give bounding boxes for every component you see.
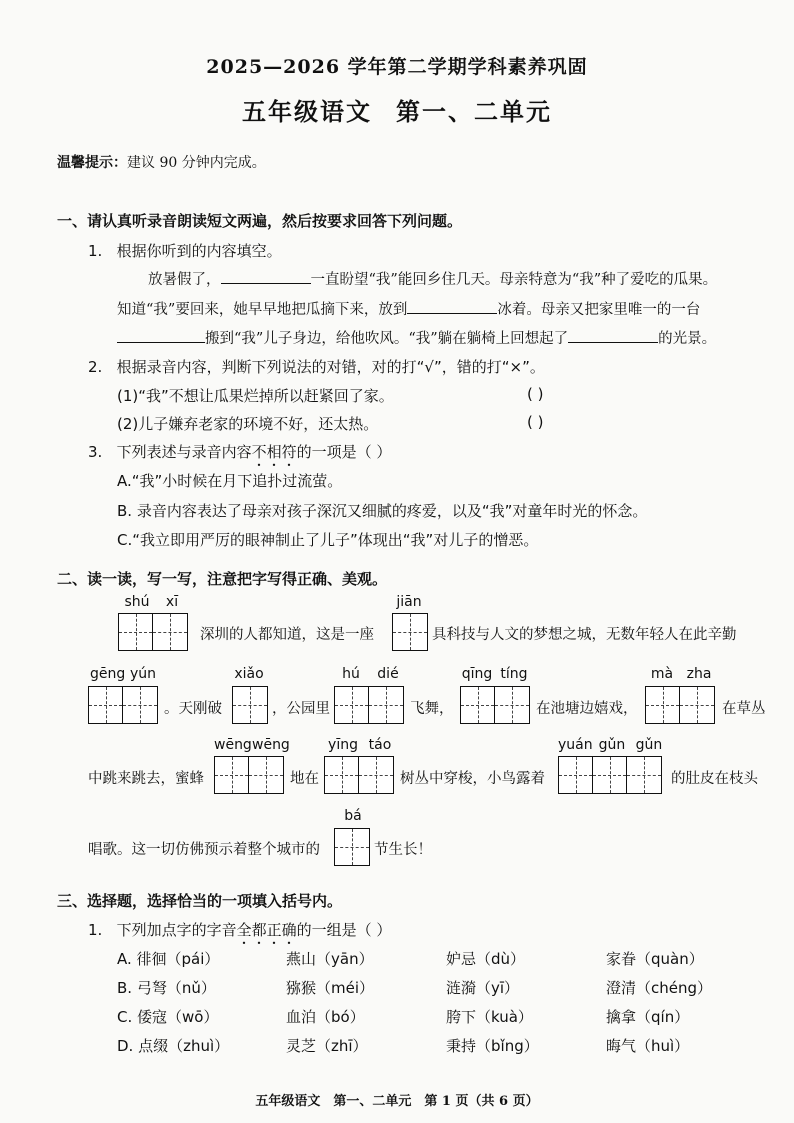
s1-q3-opt-a: A.“我”小时候在月下追扑过流萤。 bbox=[117, 472, 343, 490]
opt-c-4: 擒拿（qín） bbox=[606, 1008, 690, 1026]
py-hu: hú bbox=[342, 666, 360, 682]
s1-q3-text-dotted: 不相符 bbox=[251, 443, 297, 461]
tip bbox=[57, 152, 266, 172]
s1-q3 bbox=[88, 441, 391, 470]
opt-d-2: 灵芝（zhī） bbox=[286, 1037, 368, 1055]
py-gun1: gǔn bbox=[598, 737, 626, 753]
py-weng1: wēng bbox=[214, 737, 252, 753]
py-tao: táo bbox=[368, 737, 392, 753]
py-gun2: gǔn bbox=[635, 737, 663, 753]
s3-q1-label: 1. bbox=[88, 921, 103, 939]
tianzige-mazha[interactable] bbox=[645, 686, 715, 724]
s2-text-1: 深圳的人都知道，这是一座 bbox=[200, 627, 374, 643]
s2-text-6: 在池塘边嬉戏， bbox=[536, 701, 638, 717]
s1-q1 bbox=[88, 240, 282, 261]
fill-blank-1[interactable] bbox=[221, 269, 311, 284]
p1b: 一直盼望“我”能回乡住几天。母亲特意为“我”种了爱吃的瓜果。 bbox=[310, 272, 718, 288]
tianzige-shuxi[interactable] bbox=[118, 613, 188, 651]
opt-a-2: 燕山（yān） bbox=[286, 950, 374, 968]
tianzige-hudie[interactable] bbox=[334, 686, 404, 724]
py-zha: zha bbox=[686, 666, 712, 682]
py-ying: yīng bbox=[328, 737, 358, 753]
tianzige-qingting[interactable] bbox=[460, 686, 530, 724]
tianzige-wengweng[interactable] bbox=[214, 756, 284, 794]
s1-q3-text-b: 的一项是（ ） bbox=[296, 443, 392, 461]
s2-text-11: 的肚皮在枝头 bbox=[671, 771, 758, 787]
opt-b-2: 猕猴（méi） bbox=[286, 979, 375, 997]
tianzige-jian[interactable] bbox=[392, 613, 428, 651]
tianzige-xiao[interactable] bbox=[232, 686, 268, 724]
opt-b-4: 澄清（chéng） bbox=[606, 979, 713, 997]
s3-q1-text-dotted: 全都正确 bbox=[236, 921, 297, 939]
fill-blank-4[interactable] bbox=[568, 328, 658, 343]
p3b: 的光景。 bbox=[658, 331, 717, 347]
py-xi: xī bbox=[165, 594, 179, 610]
s3-q1-text-b: 的一组是（ ） bbox=[296, 921, 392, 939]
py-ma: mà bbox=[650, 666, 674, 682]
tianzige-gengyun[interactable] bbox=[88, 686, 158, 724]
opt-d-4: 晦气（huì） bbox=[606, 1037, 690, 1055]
opt-d-3: 秉持（bǐng） bbox=[446, 1037, 539, 1055]
py-geng: gēng bbox=[90, 666, 126, 682]
opt-a-1: A. 徘徊（pái） bbox=[117, 950, 220, 968]
py-xiao: xiǎo bbox=[234, 666, 264, 682]
tip-label: 温馨提示： bbox=[57, 155, 127, 171]
s1-q2-label: 2. bbox=[88, 358, 103, 376]
s1-q1-para-line3 bbox=[117, 327, 716, 348]
fill-blank-3[interactable] bbox=[117, 328, 205, 343]
opt-c-2: 血泊（bó） bbox=[286, 1008, 365, 1026]
s1-q3-label: 3. bbox=[88, 443, 103, 461]
s2-text-13: 节生长！ bbox=[374, 842, 432, 858]
s1-q2-text: 根据录音内容，判断下列说法的对错，对的打“√”，错的打“×”。 bbox=[116, 358, 545, 376]
section2-title: 二、读一读，写一写，注意把字写得正确、美观。 bbox=[57, 570, 388, 588]
s3-q1-text-a: 下列加点字的字音 bbox=[116, 921, 237, 939]
s1-q1-label: 1. bbox=[88, 242, 103, 260]
opt-a-4: 家眷（quàn） bbox=[606, 950, 704, 968]
opt-c-1: C. 倭寇（wō） bbox=[117, 1008, 219, 1026]
opt-d-1: D. 点缀（zhuì） bbox=[117, 1037, 230, 1055]
s1-q2-item1-answer[interactable]: ( ) bbox=[527, 385, 544, 403]
s1-q1-para-line2 bbox=[117, 298, 700, 319]
s1-q1-text: 根据你听到的内容填空。 bbox=[116, 242, 282, 260]
py-die: dié bbox=[377, 666, 399, 682]
s1-q2-item2-answer[interactable]: ( ) bbox=[527, 413, 544, 431]
section3-title: 三、选择题，选择恰当的一项填入括号内。 bbox=[57, 892, 343, 910]
tianzige-bo[interactable] bbox=[334, 828, 370, 866]
s2-text-4: ，公园里 bbox=[272, 701, 330, 717]
opt-c-3: 胯下（kuà） bbox=[446, 1008, 533, 1026]
tianzige-yuangungun[interactable] bbox=[558, 756, 662, 794]
opt-b-3: 涟漪（yī） bbox=[446, 979, 520, 997]
py-bo: bá bbox=[344, 808, 362, 824]
s2-text-7: 在草丛 bbox=[722, 701, 766, 717]
s2-text-8: 中跳来跳去，蜜蜂 bbox=[88, 771, 204, 787]
s2-text-12: 唱歌。这一切仿佛预示着整个城市的 bbox=[88, 842, 320, 858]
s1-q2-item2: (2)儿子嫌弃老家的环境不好，还太热。 bbox=[117, 415, 379, 433]
page-footer: 五年级语文 第一、二单元 第 1 页（共 6 页） bbox=[255, 1094, 539, 1109]
s2-text-10: 树丛中穿梭，小鸟露着 bbox=[400, 771, 545, 787]
py-qing: qīng bbox=[461, 666, 493, 682]
unit-label: 第一、二单元 bbox=[396, 97, 552, 126]
tianzige-yingtao[interactable] bbox=[324, 756, 394, 794]
p1a: 放暑假了， bbox=[148, 272, 221, 288]
opt-b-1: B. 弓弩（nǔ） bbox=[117, 979, 216, 997]
tip-text: 建议 90 分钟内完成。 bbox=[127, 155, 266, 171]
s2-text-3: 。天刚破 bbox=[164, 701, 222, 717]
py-ting: tíng bbox=[500, 666, 528, 682]
s2-text-5: 飞舞， bbox=[410, 701, 454, 717]
s1-q2 bbox=[88, 356, 545, 377]
py-weng2: wēng bbox=[252, 737, 290, 753]
s1-q3-opt-c: C.“我立即用严厉的眼神制止了儿子”体现出“我”对儿子的憎恶。 bbox=[117, 531, 539, 549]
s1-q1-para-line1 bbox=[148, 268, 717, 289]
py-yuan: yuán bbox=[558, 737, 593, 753]
subject-label: 五年级语文 bbox=[242, 97, 372, 126]
exam-title-line1: 2025—2026 学年第二学期学科素养巩固 bbox=[206, 56, 588, 78]
s1-q3-text-a: 下列表述与录音内容 bbox=[116, 443, 252, 461]
p2b: 冰着。母亲又把家里唯一的一台 bbox=[497, 302, 701, 318]
section1-title: 一、请认真听录音朗读短文两遍，然后按要求回答下列问题。 bbox=[57, 212, 463, 230]
s1-q2-item1: (1)“我”不想让瓜果烂掉所以赶紧回了家。 bbox=[117, 387, 394, 405]
s3-q1 bbox=[88, 919, 391, 948]
py-jian: jiān bbox=[396, 594, 422, 610]
py-shu: shú bbox=[124, 594, 150, 610]
opt-a-3: 妒忌（dù） bbox=[446, 950, 526, 968]
p3a: 搬到“我”儿子身边，给他吹风。“我”躺在躺椅上回想起了 bbox=[205, 331, 569, 347]
py-yun: yún bbox=[129, 666, 157, 682]
fill-blank-2[interactable] bbox=[407, 299, 497, 314]
p2a: 知道“我”要回来，她早早地把瓜摘下来，放到 bbox=[117, 302, 408, 318]
s1-q3-opt-b: B. 录音内容表达了母亲对孩子深沉又细腻的疼爱，以及“我”对童年时光的怀念。 bbox=[117, 502, 648, 520]
s2-text-9: 地在 bbox=[290, 771, 319, 787]
exam-title-line2 bbox=[0, 92, 794, 127]
s2-text-2: 具科技与人文的梦想之城，无数年轻人在此辛勤 bbox=[432, 627, 737, 643]
